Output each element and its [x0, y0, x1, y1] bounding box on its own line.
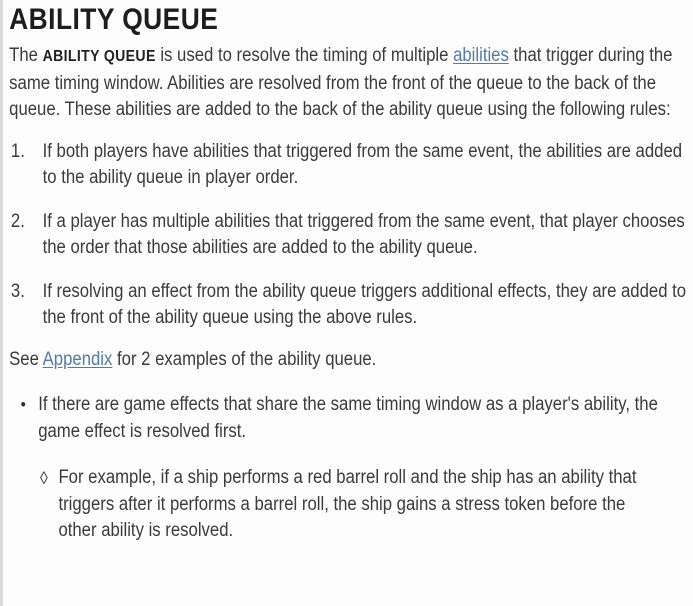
rule-number: 1.	[10, 140, 25, 162]
bullet-icon: •	[20, 395, 26, 414]
example-sub-bullet-list	[9, 465, 693, 545]
rule-text: If both players have abilities that triggered from the same event, the abilities are added to the ability queue in player order.	[42, 140, 683, 188]
list-item	[21, 392, 693, 445]
list-item	[40, 465, 693, 545]
page-title: ABILITY QUEUE	[9, 3, 219, 36]
ability-queue-term: ABILITY QUEUE	[42, 48, 156, 65]
sub-bullet-text: For example, if a ship performs a red barrel roll and the ship has an ability that triggers after it performs a barrel roll, the ship gains a stress token before the other ability is resolved.	[58, 467, 637, 541]
rule-item-3	[11, 279, 693, 332]
rule-number: 3.	[10, 280, 25, 302]
intro-text-mid: is used to resolve the timing of multiple	[155, 45, 454, 66]
rule-item-2	[11, 209, 693, 262]
rule-text: If a player has multiple abilities that triggered from the same event, that player chooses the order that those abilities are added to the ability queue.	[42, 210, 685, 258]
page-content	[3, 0, 693, 545]
appendix-link[interactable]: Appendix	[42, 348, 113, 370]
abilities-link[interactable]: abilities	[453, 45, 509, 66]
diamond-bullet-icon: ◊	[39, 468, 48, 488]
ability-queue-rules-list	[9, 139, 693, 332]
rule-text: If resolving an effect from the ability queue triggers additional effects, they are added to the front of the ability queue using the above rules.	[42, 280, 687, 328]
see-text-pre: See	[9, 348, 43, 370]
bullet-text: If there are game effects that share the same timing window as a player's ability, the game effect is resolved first.	[38, 394, 658, 442]
notes-bullet-list	[9, 392, 693, 445]
rule-item-1	[11, 139, 693, 192]
intro-text-pre: The	[9, 45, 43, 66]
intro-paragraph	[9, 43, 693, 124]
see-appendix-line	[9, 347, 693, 374]
see-text-post: for 2 examples of the ability queue.	[112, 348, 377, 370]
intro-text-post: that trigger during the same timing window. Abilities are resolved from the front of the queue to the back of the queue. These abilities are added to the back of the ability queue using the following rules:	[9, 45, 673, 120]
rule-number: 2.	[10, 210, 25, 232]
